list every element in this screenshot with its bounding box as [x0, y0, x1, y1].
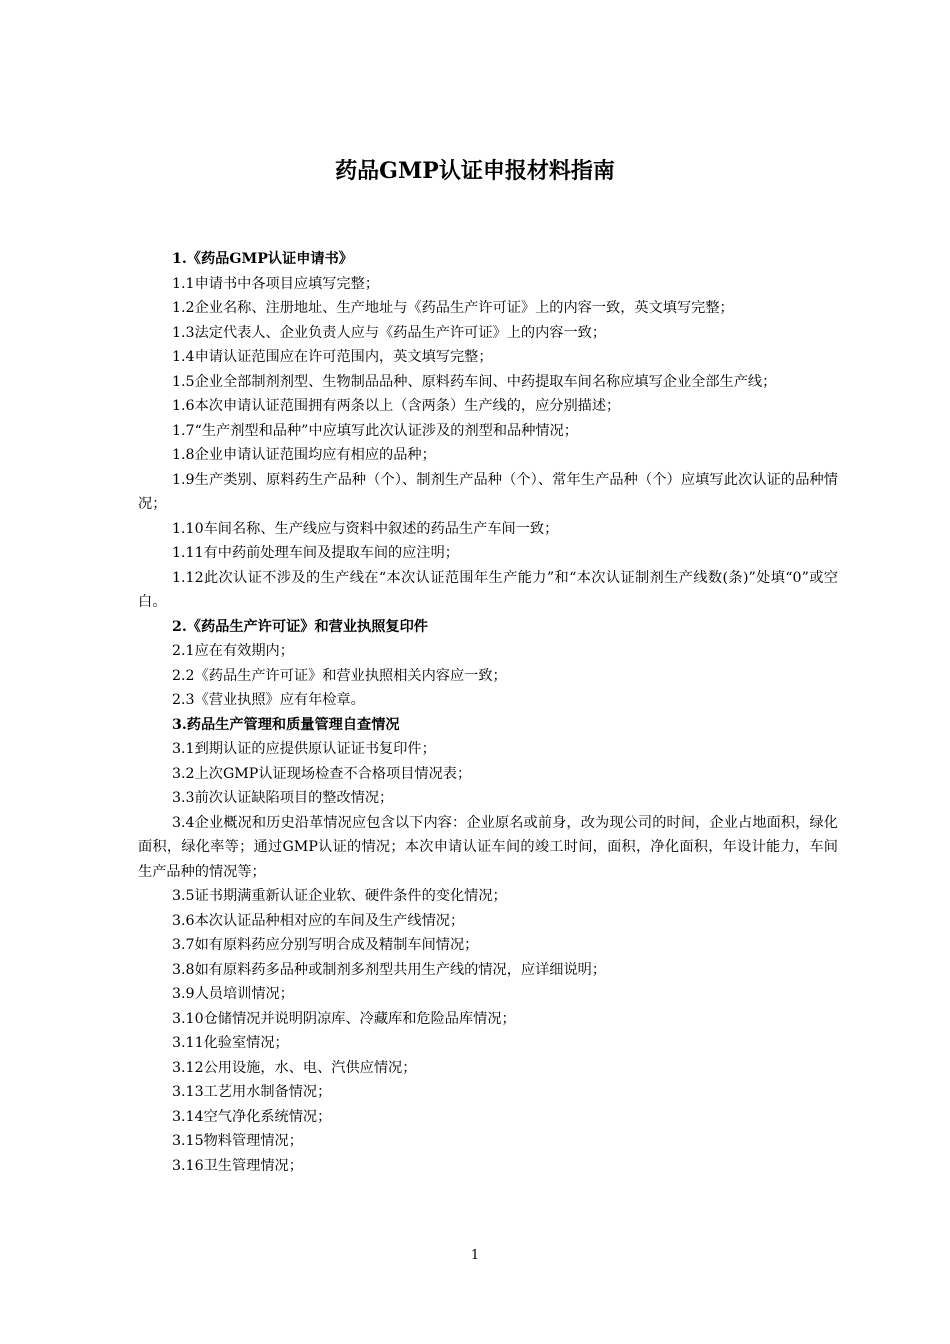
- section-heading: 1.《药品GMP认证申请书》: [172, 251, 353, 267]
- list-item: 3.11化验室情况；: [172, 1035, 289, 1051]
- list-item: 3.4企业概况和历史沿革情况应包含以下内容：企业原名或前身，改为现公司的时间，企业占地面积，绿化面积，绿化率等；通过GMP认证的情况；本次申请认证车间的竣工时间，面积，净化面积，年设计能力，车间生产品种的情况等；: [138, 814, 838, 880]
- list-item: 3.2上次GMP认证现场检查不合格项目情况表；: [172, 765, 472, 782]
- list-item: 3.14空气净化系统情况；: [172, 1108, 332, 1125]
- list-item: 1.6本次申请认证范围拥有两条以上（含两条）生产线的，应分别描述；: [172, 398, 621, 414]
- list-item: 3.8如有原料药多品种或制剂多剂型共用生产线的情况，应详细说明；: [172, 961, 607, 978]
- list-item: 3.1到期认证的应提供原认证证书复印件；: [172, 741, 436, 757]
- list-item: 3.7如有原料药应分别写明合成及精制车间情况；: [172, 937, 479, 953]
- list-item: 3.16卫生管理情况；: [172, 1157, 303, 1174]
- list-item: 1.12此次认证不涉及的生产线在“本次认证范围年生产能力”和“本次认证制剂生产线数(条)”处填“0”或空白。: [138, 569, 838, 610]
- list-item: 1.5企业全部制剂剂型、生物制品品种、原料药车间、中药提取车间名称应填写企业全部生产线；: [172, 373, 777, 390]
- list-item: 1.10车间名称、生产线应与资料中叙述的药品生产车间一致；: [172, 520, 559, 537]
- list-item: 2.2《药品生产许可证》和营业执照相关内容应一致；: [172, 667, 507, 684]
- list-item: 1.4申请认证范围应在许可范围内，英文填写完整；: [172, 349, 493, 365]
- list-item: 3.10仓储情况并说明阴凉库、冷藏库和危险品库情况；: [172, 1010, 516, 1027]
- list-item: 3.6本次认证品种相对应的车间及生产线情况；: [172, 912, 465, 929]
- page-number: 1: [470, 1248, 480, 1263]
- list-item: 1.2企业名称、注册地址、生产地址与《药品生产许可证》上的内容一致，英文填写完整；: [172, 300, 734, 316]
- list-item: 3.3前次认证缺陷项目的整改情况；: [172, 790, 394, 806]
- list-item: 3.5证书期满重新认证企业软、硬件条件的变化情况；: [172, 888, 507, 904]
- list-item: 1.11有中药前处理车间及提取车间的应注明；: [172, 545, 459, 561]
- list-item: 1.3法定代表人、企业负责人应与《药品生产许可证》上的内容一致；: [172, 324, 607, 341]
- list-item: 1.9生产类别、原料药生产品种（个）、制剂生产品种（个）、常年生产品种（个）应填写此次认证的品种情况；: [138, 471, 838, 512]
- list-item: 1.1申请书中各项目应填写完整；: [172, 275, 380, 292]
- list-item: 1.8企业申请认证范围均应有相应的品种；: [172, 447, 436, 463]
- list-item: 3.15物料管理情况；: [172, 1133, 303, 1149]
- section-heading: 2.《药品生产许可证》和营业执照复印件: [172, 618, 428, 635]
- list-item: 3.9人员培训情况；: [172, 986, 294, 1002]
- document-body: [138, 247, 838, 1178]
- list-item: 2.3《营业执照》应有年检章。: [172, 692, 365, 708]
- list-item: 2.1应在有效期内；: [172, 643, 294, 659]
- list-item: 3.13工艺用水制备情况；: [172, 1084, 332, 1100]
- section-heading: 3.药品生产管理和质量管理自查情况: [172, 716, 400, 733]
- list-item: 1.7“生产剂型和品种”中应填写此次认证涉及的剂型和品种情况；: [172, 422, 578, 439]
- document-title: 药品GMP认证申报材料指南: [335, 158, 615, 184]
- list-item: 3.12公用设施，水、电、汽供应情况；: [172, 1059, 417, 1076]
